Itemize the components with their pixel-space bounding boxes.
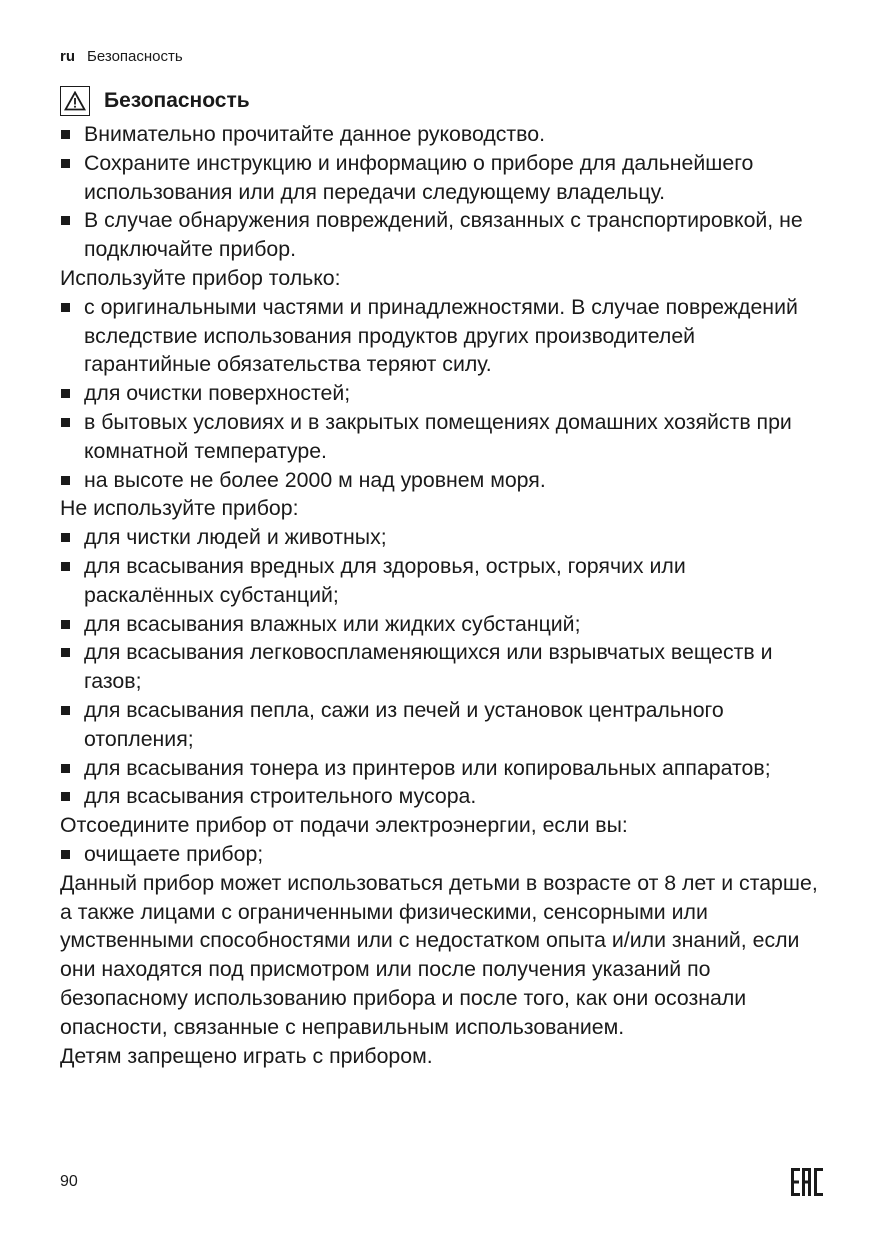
square-bullet-icon (61, 706, 70, 715)
general-list (60, 120, 820, 264)
square-bullet-icon (61, 562, 70, 571)
children-paragraph: Данный прибор может использоваться детьми в возрасте от 8 лет и старше, а также лицами с ограниченными физическими, сенсорными или умственными способностями или с недостатком опыта и/или знаний, если они находятся под присмотром или после получения указаний по безопасному использованию прибора и после того, как они осознали опасности, связанные с неправильным использованием. (60, 870, 818, 1039)
do-not-use-list (60, 523, 820, 811)
header-section-name: Безопасность (87, 48, 183, 65)
disconnect-label: Отсоедините прибор от подачи электроэнергии, если вы: (60, 813, 628, 838)
square-bullet-icon (61, 130, 70, 139)
list-item: на высоте не более 2000 м над уровнем моря. (60, 466, 820, 495)
list-item: в бытовых условиях и в закрытых помещениях домашних хозяйств при комнатной температуре. (60, 408, 820, 466)
language-code: ru (60, 48, 75, 65)
eac-certification-icon (791, 1166, 823, 1198)
square-bullet-icon (61, 648, 70, 657)
list-item: В случае обнаружения повреждений, связанных с транспортировкой, не подключайте прибор. (60, 206, 820, 264)
page-number: 90 (60, 1173, 78, 1190)
safety-content (60, 120, 820, 1070)
section-title-text: Безопасность (104, 89, 250, 112)
square-bullet-icon (61, 216, 70, 225)
list-item: с оригинальными частями и принадлежностями. В случае повреждений вследствие использования продуктов других производителей гарантийные обязательства теряют силу. (60, 293, 820, 379)
use-only-label: Используйте прибор только: (60, 265, 341, 290)
square-bullet-icon (61, 476, 70, 485)
list-item: для всасывания влажных или жидких субстанций; (60, 610, 820, 639)
square-bullet-icon (61, 764, 70, 773)
children-play-warning: Детям запрещено играть с прибором. (60, 1043, 433, 1068)
list-item: для чистки людей и животных; (60, 523, 820, 552)
do-not-use-label: Не используйте прибор: (60, 496, 299, 521)
square-bullet-icon (61, 159, 70, 168)
square-bullet-icon (61, 303, 70, 312)
list-item: для всасывания строительного мусора. (60, 782, 820, 811)
list-item: для всасывания тонера из принтеров или копировальных аппаратов; (60, 754, 820, 783)
square-bullet-icon (61, 418, 70, 427)
square-bullet-icon (61, 620, 70, 629)
disconnect-list (60, 840, 820, 869)
square-bullet-icon (61, 533, 70, 542)
square-bullet-icon (61, 792, 70, 801)
section-title (60, 86, 250, 116)
page-header (60, 47, 183, 67)
list-item: Внимательно прочитайте данное руководство. (60, 120, 820, 149)
list-item: для всасывания пепла, сажи из печей и установок центрального отопления; (60, 696, 820, 754)
use-only-list (60, 293, 820, 495)
warning-triangle-icon (60, 86, 90, 116)
list-item: для всасывания легковоспламеняющихся или взрывчатых веществ и газов; (60, 638, 820, 696)
list-item: очищаете прибор; (60, 840, 820, 869)
square-bullet-icon (61, 389, 70, 398)
list-item: Сохраните инструкцию и информацию о приборе для дальнейшего использования или для передачи следующему владельцу. (60, 149, 820, 207)
square-bullet-icon (61, 850, 70, 859)
list-item: для всасывания вредных для здоровья, острых, горячих или раскалённых субстанций; (60, 552, 820, 610)
list-item: для очистки поверхностей; (60, 379, 820, 408)
